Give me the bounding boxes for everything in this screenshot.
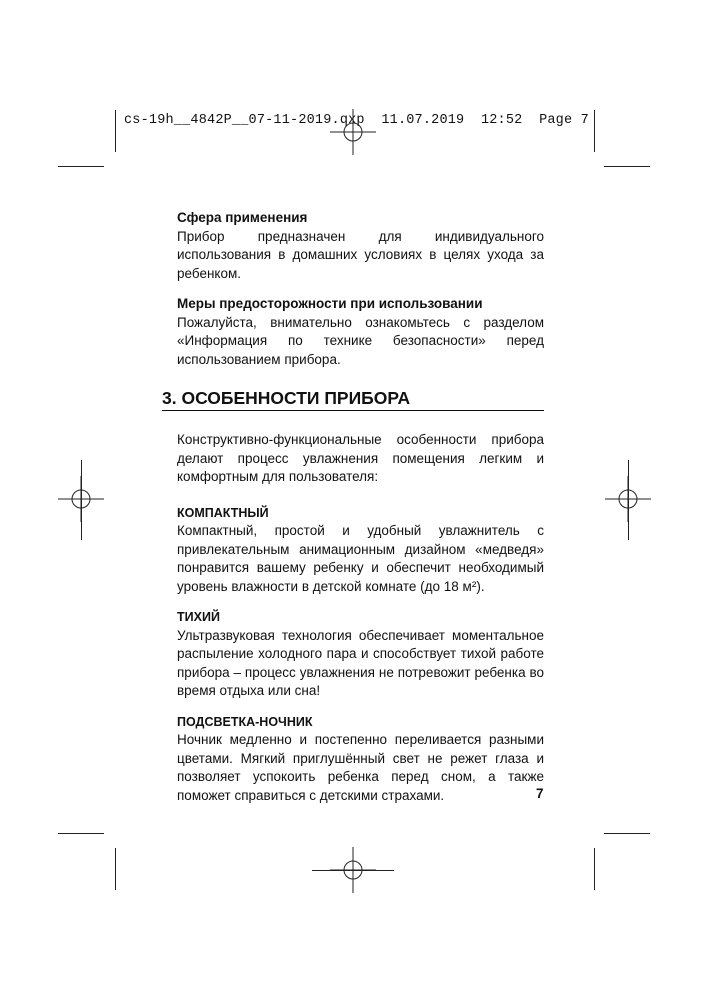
crop-mark — [604, 833, 650, 834]
feature-nightlight — [162, 713, 544, 806]
crop-mark — [115, 110, 116, 152]
feature-body: Ночник медленно и постепенно переливается разными цветами. Мягкий приглушённый свет не режет глаза и позволяет успокоить ребенка перед сном, а также поможет справиться с детскими страхами. — [177, 732, 544, 803]
section-title: Сфера применения — [177, 210, 308, 225]
feature-title: ПОДСВЕТКА-НОЧНИК — [177, 714, 313, 729]
section-title: Меры предосторожности при использовании — [177, 296, 483, 311]
chapter-heading: 3. ОСОБЕННОСТИ ПРИБОРА — [162, 387, 544, 411]
section-scope — [162, 209, 544, 283]
crop-mark — [312, 870, 394, 871]
registration-mark-icon — [330, 109, 376, 155]
print-slug: cs-19h__4842P__07-11-2019.qxp 11.07.2019 12:52 Page 7 — [124, 113, 589, 128]
feature-body: Ультразвуковая технология обеспечивает моментальное распыление холодного пара и способствует тихой работе прибора – процесс увлажнения не потревожит ребенка во время отдыха или сна! — [177, 627, 544, 698]
page-content — [162, 209, 544, 817]
feature-title: КОМПАКТНЫЙ — [177, 505, 269, 520]
crop-mark — [58, 833, 104, 834]
intro-paragraph: Конструктивно-функциональные особенности прибора делают процесс увлажнения помещения легким и комфортным для пользователя: — [177, 432, 544, 484]
feature-quiet — [162, 608, 544, 701]
crop-mark — [115, 848, 116, 890]
section-body: Прибор предназначен для индивидуального использования в домашних условиях в целях ухода за ребенком. — [177, 228, 544, 281]
crop-mark — [594, 848, 595, 890]
feature-body: Компактный, простой и удобный увлажнитель с привлекательным анимационным дизайном «медведя» понравится вашему ребенку и обеспечит необходимый уровень влажности в детской комнате (до 18 м²). — [177, 523, 544, 594]
page-number: 7 — [536, 786, 544, 801]
crop-mark — [594, 110, 595, 152]
feature-title: ТИХИЙ — [177, 610, 220, 624]
feature-compact — [162, 504, 544, 597]
section-body: Пожалуйста, внимательно ознакомьтесь с разделом «Информация по технике безопасности» перед использованием прибора. — [177, 314, 544, 367]
section-precautions — [162, 295, 544, 369]
crop-mark — [58, 166, 104, 167]
crop-mark — [604, 166, 650, 167]
crop-mark — [81, 460, 82, 540]
crop-mark — [628, 460, 629, 540]
